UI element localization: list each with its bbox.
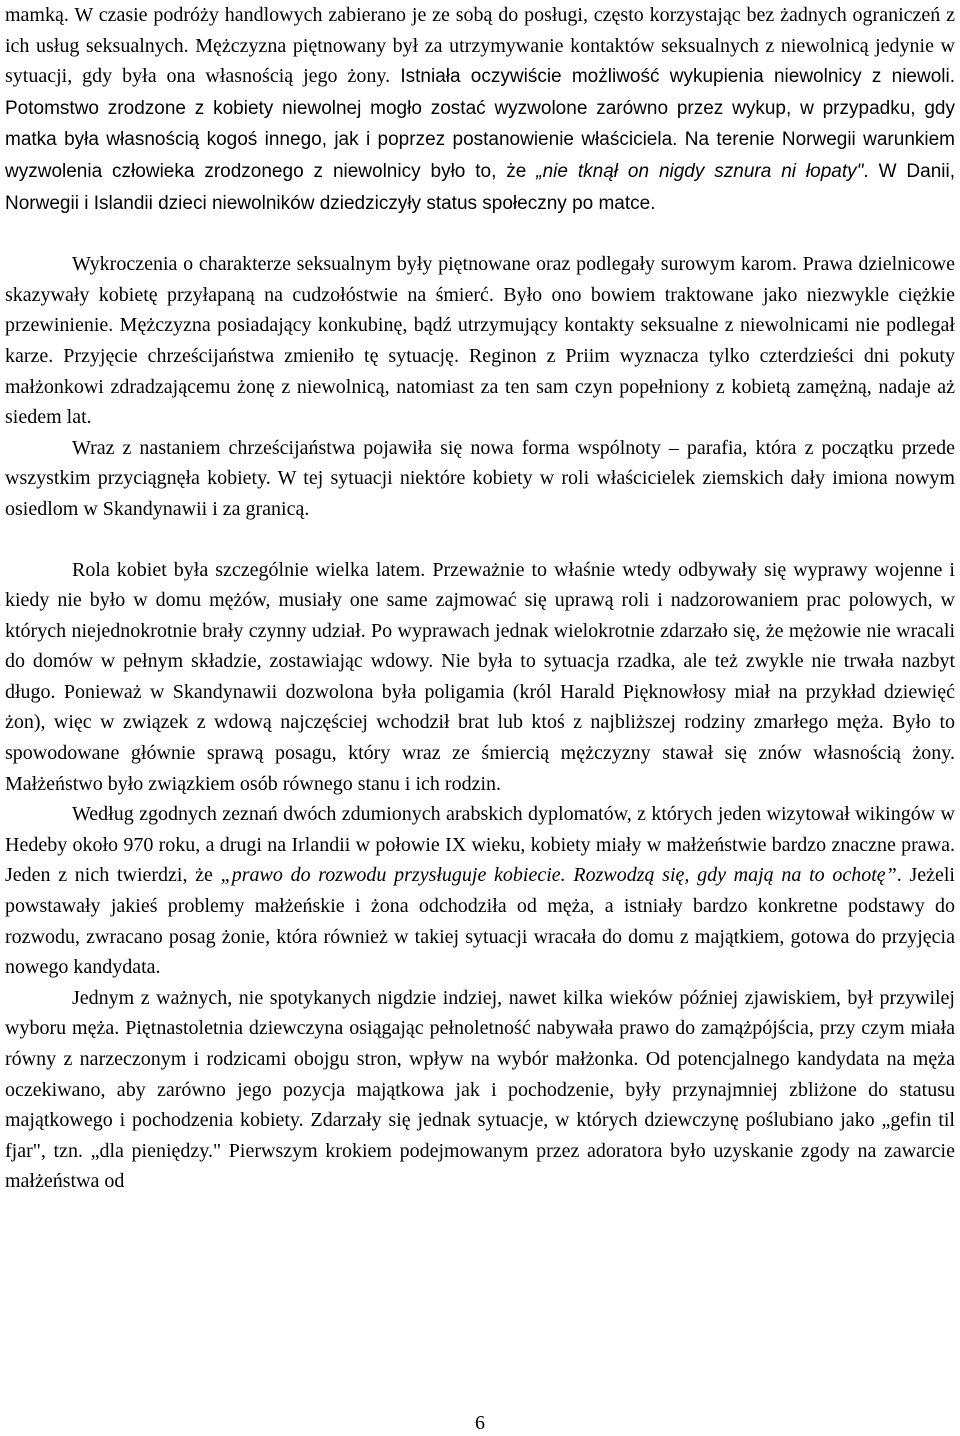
paragraph-1 [5,0,955,219]
paragraph-1-part-1: mamką. W czasie podróży handlowych zabierano je ze sobą do posługi, często korzystając bez żadnych ograniczeń z ich usług seksualnych. Mężczyzna piętnowany był za utrzymywanie kontaktów seksualnych z niewolnicą jedynie w sytuacji, gdy była ona własnością jego żony. [5,4,955,88]
paragraph-1-part-3: . W Danii, Norwegii i Islandii dzieci niewolników dziedziczyły status społeczny po matce. [5,160,955,214]
paragraph-5-part-1: Według zgodnych zeznań dwóch zdumionych arabskich dyplomatów, z których jeden wizytował wikingów w Hedeby około 970 roku, a drugi na Irlandii w połowie IX wieku, kobiety miały w małżeństwie bardzo znaczne prawa. Jeden z nich twierdzi, że [5,803,955,887]
paragraph-1-quote: „nie tknął on nigdy sznura ni łopaty" [536,160,864,182]
paragraph-5 [5,799,955,983]
paragraph-5-quote: „prawo do rozwodu przysługuje kobiecie. Rozwodzą się, gdy mają na to ochotę” [220,864,897,887]
page-number: 6 [475,1412,485,1434]
paragraph-2: Wykroczenia o charakterze seksualnym były piętnowane oraz podlegały surowym karom. Prawa dzielnicowe skazywały kobietę przyłapaną na cudzołóstwie na śmierć. Było ono bowiem traktowane jako niezwykle ciężkie przewinienie. Mężczyzna posiadający konkubinę, bądź utrzymujący kontakty seksualne z niewolnicami nie podlegał karze. Przyjęcie chrześcijaństwa zmieniło tę sytuację. Reginon z Priim wyznacza tylko czterdzieści dni pokuty małżonkowi zdradzającemu żonę z niewolnicą, natomiast za ten sam czyn popełniony z kobietą zamężną, nadaje aż siedem lat. [5,253,955,429]
document-body [5,0,955,1197]
paragraph-3: Wraz z nastaniem chrześcijaństwa pojawiła się nowa forma wspólnoty – parafia, która z początku przede wszystkim przyciągnęła kobiety. W tej sytuacji niektóre kobiety w roli właścicielek ziemskich dały imiona nowym osiedlom w Skandynawii i za granicą. [5,436,955,520]
paragraph-1-part-2: Istniała oczywiście możliwość wykupienia niewolnicy z niewoli. Potomstwo zrodzone z kobiety niewolnej mogło zostać wyzwolone zarówno przez wykup, w przypadku, gdy matka była własnością kogoś innego, jak i poprzez postanowienie właściciela. Na terenie Norwegii warunkiem wyzwolenia człowieka zrodzonego z niewolnicy było to, że [5,66,955,182]
paragraph-4: Rola kobiet była szczególnie wielka latem. Przeważnie to właśnie wtedy odbywały się wyprawy wojenne i kiedy nie było w domu mężów, musiały one same zajmować się uprawą roli i nadzorowaniem prac polowych, w których niejednokrotnie brały czynny udział. Po wyprawach jednak wielokrotnie zdarzało się, że mężowie nie wracali do domów w pełnym składzie, zostawiając wdowy. Nie była to sytuacja rzadka, ale też zwykle nie trwała nazbyt długo. Ponieważ w Skandynawii dozwolona była poligamia (król Harald Pięknowłosy miał na przykład dziewięć żon), więc w związek z wdową najczęściej wchodził brat lub ktoś z najbliższej rodziny zmarłego męża. Było to spowodowane głównie sprawą posagu, który wraz ze śmiercią mężczyzny stawał się znów własnością żony. Małżeństwo było związkiem osób równego stanu i ich rodzin. [5,558,955,795]
paragraph-5-part-2: . Jeżeli powstawały jakieś problemy małżeńskie i żona odchodziła od męża, a istniały bardzo konkretne podstawy do rozwodu, zwracano posag żonie, która również w takiej sytuacji wracała do domu z majątkiem, gotowa do przyjęcia nowego kandydata. [5,864,955,979]
paragraph-6: Jednym z ważnych, nie spotykanych nigdzie indziej, nawet kilka wieków później zjawiskiem, był przywilej wyboru męża. Piętnastoletnia dziewczyna osiągając pełnoletność nabywała prawo do zamążpójścia, przy czym miała równy z narzeczonym i rodzicami obojgu stron, wpływ na wybór małżonka. Od potencjalnego kandydata na męża oczekiwano, aby zarówno jego pozycja majątkowa jak i pochodzenie, były przynajmniej zbliżone do statusu majątkowego i pochodzenia kobiety. Zdarzały się jednak sytuacje, w których dziewczynę poślubiano jako „gefin til fjar", tzn. „dla pieniędzy." Pierwszym krokiem podejmowanym przez adoratora było uzyskanie zgody na zawarcie małżeństwa od [5,986,955,1193]
